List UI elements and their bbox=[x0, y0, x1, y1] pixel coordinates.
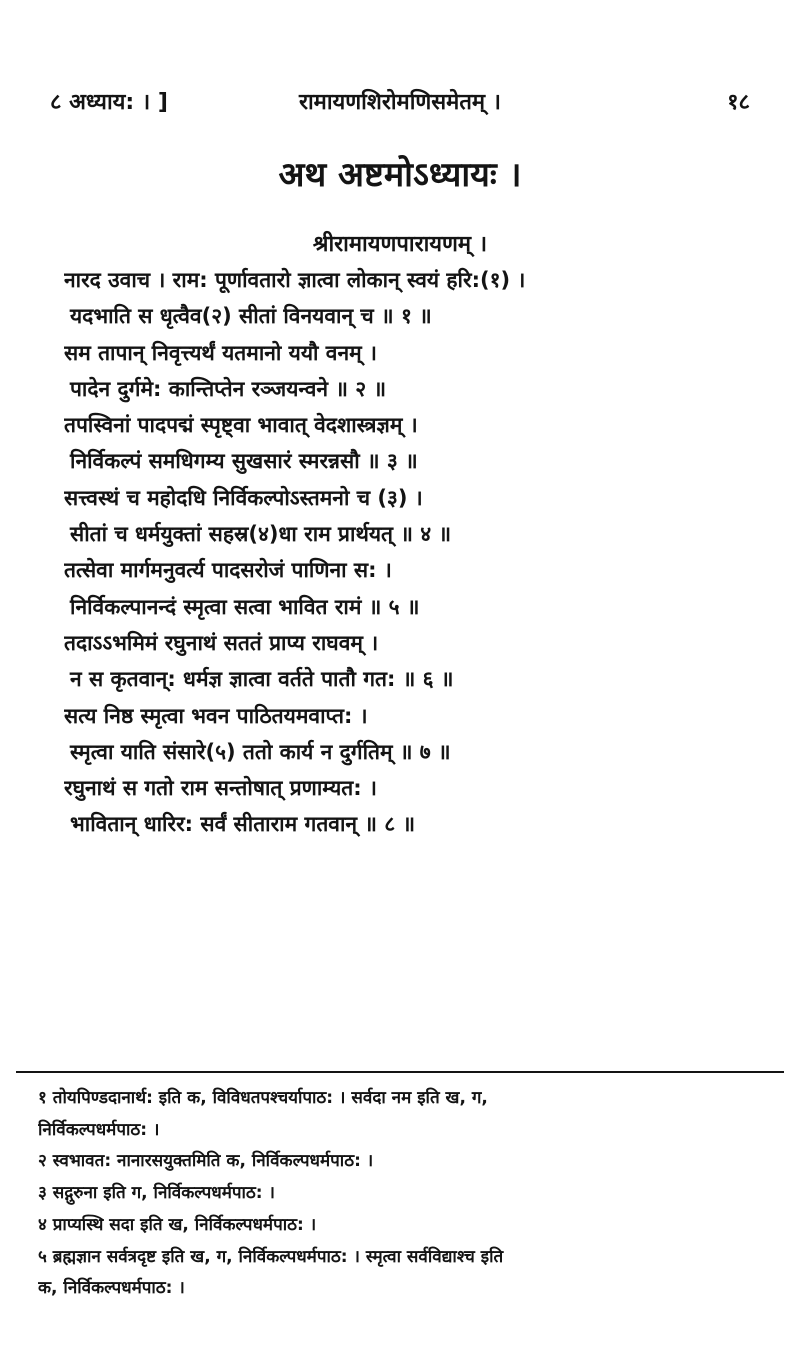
footnote-line: १ तोयपिण्डदानार्थ: इति क, विविधतपश्चर्यापाठ: । सर्वदा नम इति ख, ग, bbox=[38, 1088, 488, 1108]
footnote-line: ५ ब्रह्मज्ञान सर्वत्रदृष्ट इति ख, ग, निर्विकल्पधर्मपाठ: । स्मृत्वा सर्वविद्याश्च इति bbox=[38, 1246, 504, 1267]
verse-line: न स कृतवान्: धर्मज्ञ ज्ञात्वा वर्तते पातौ गत: ॥ ६ ॥ bbox=[70, 667, 454, 692]
footnote-divider bbox=[16, 1071, 784, 1073]
footnotes bbox=[38, 1083, 770, 1305]
header-chapter-mark: ८ अध्याय: । ] bbox=[50, 90, 168, 115]
header-book-title: रामायणशिरोमणिसमेतम् । bbox=[298, 90, 502, 115]
verse-line: सीतां च धर्मयुक्तां सहस्र(४)धा राम प्रार्थयत् ॥ ४ ॥ bbox=[70, 522, 452, 547]
chapter-title: अथ अष्टमोऽध्यायः । bbox=[278, 155, 522, 195]
verse-line: सत्त्वस्थं च महोदधि निर्विकल्पोऽस्तमनो च (३) । bbox=[64, 485, 423, 510]
footnote-line: ४ प्राप्यस्थि सदा इति ख, निर्विकल्पधर्मपाठ: । bbox=[38, 1214, 317, 1235]
verse-line: तदाऽऽभमिमं रघुनाथं सततं प्राप्य राघवम् । bbox=[64, 630, 379, 655]
footnote-line: निर्विकल्पधर्मपाठ: । bbox=[38, 1119, 160, 1140]
footnote-line: २ स्वभावत: नानारसयुक्तमिति क, निर्विकल्पधर्मपाठ: । bbox=[38, 1151, 374, 1172]
verse-line: स्मृत्वा याति संसारे(५) ततो कार्य न दुर्गतिम् ॥ ७ ॥ bbox=[70, 739, 451, 764]
verse-block bbox=[64, 262, 760, 843]
footnote-line: क, निर्विकल्पधर्मपाठ: । bbox=[38, 1278, 185, 1299]
verse-line: सत्य निष्ठ स्मृत्वा भवन पाठितयमवाप्त: । bbox=[64, 703, 368, 728]
verse-line: निर्विकल्पं समधिगम्य सुखसारं स्मरन्नसौ ॥ ३ ॥ bbox=[70, 449, 418, 474]
verse-line: यदभाति स धृत्वैव(२) सीतां विनयवान् च ॥ १ ॥ bbox=[70, 304, 432, 329]
verse-line: नारद उवाच । राम: पूर्णावतारो ज्ञात्वा लोकान् स्वयं हरि:(१) । bbox=[64, 268, 526, 292]
verse-line: तपस्विनां पादपद्मं स्पृष्ट्वा भावात् वेदशास्त्रज्ञम् । bbox=[64, 413, 418, 438]
verse-line: रघुनाथं स गतो राम सन्तोषात् प्रणाम्यत: । bbox=[64, 776, 377, 801]
footnote-line: ३ सद्गुरुना इति ग, निर्विकल्पधर्मपाठ: । bbox=[38, 1183, 275, 1204]
page-number: १८ bbox=[727, 90, 750, 115]
verse-line: भावितान् धारिर: सर्वं सीताराम गतवान् ॥ ८ ॥ bbox=[70, 812, 416, 837]
verse-line: सम तापान् निवृत्त्यर्थं यतमानो ययौ वनम् । bbox=[64, 340, 377, 365]
verse-line: निर्विकल्पानन्दं स्मृत्वा सत्वा भावित रामं ॥ ५ ॥ bbox=[70, 594, 420, 619]
verse-line: पादेन दुर्गमे: कान्तिप्तेन रञ्जयन्वने ॥ २ ॥ bbox=[70, 376, 387, 401]
section-subtitle: श्रीरामायणपारायणम् । bbox=[312, 232, 488, 257]
running-header bbox=[50, 86, 750, 126]
verse-line: तत्सेवा मार्गमनुवर्त्य पादसरोजं पाणिना स: । bbox=[64, 558, 392, 583]
